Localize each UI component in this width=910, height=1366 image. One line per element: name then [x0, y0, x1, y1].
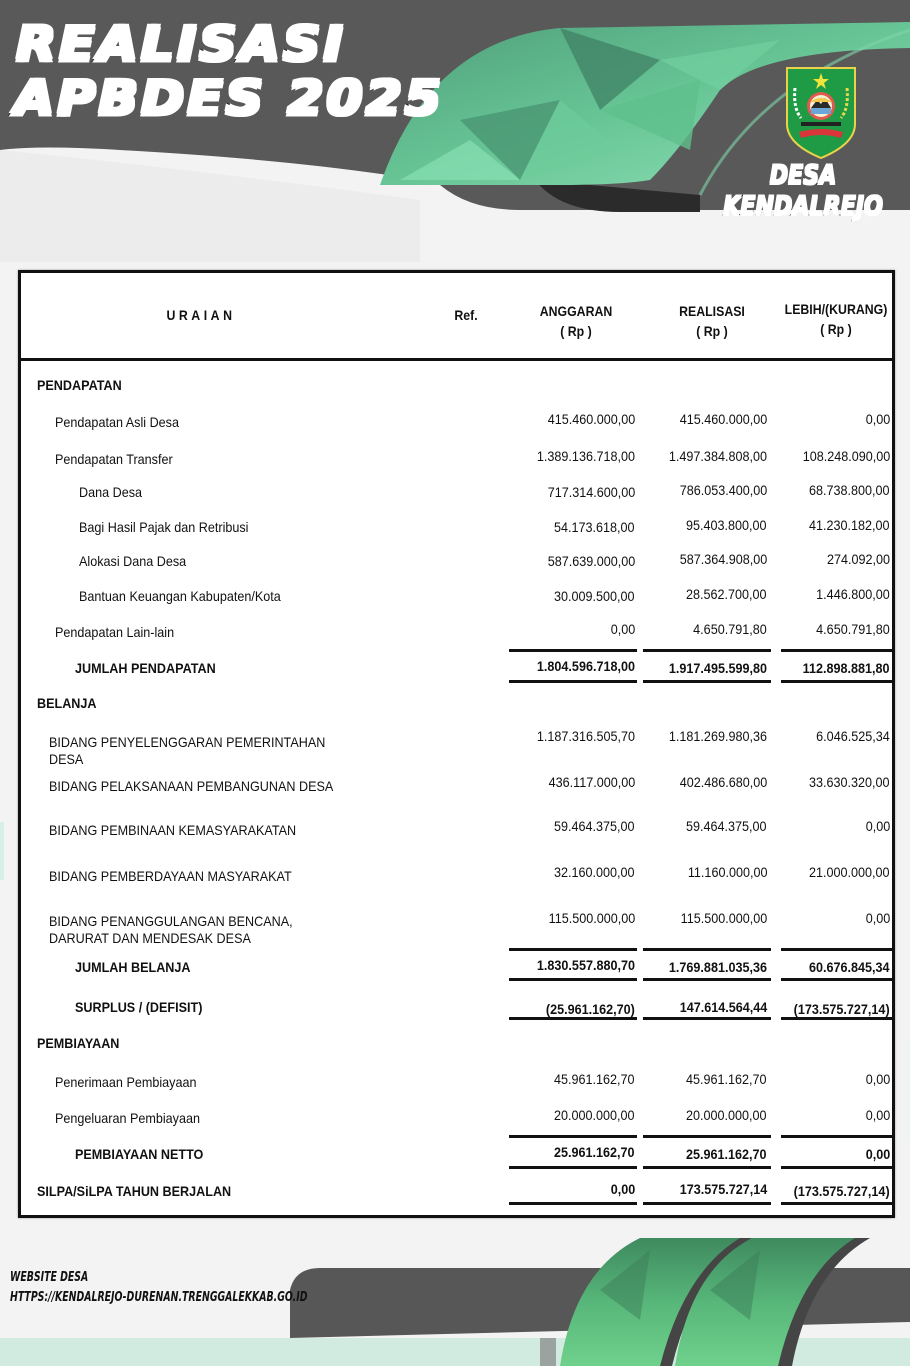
left-edge-accent	[0, 822, 4, 880]
row-label: SILPA/SiLPA TAHUN BERJALAN	[37, 1183, 232, 1199]
realisasi-value: 59.464.375,00	[686, 818, 767, 834]
total-rule	[643, 948, 771, 951]
lebih-value: 0,00	[865, 1146, 890, 1162]
total-rule	[781, 649, 893, 652]
row-label: Pendapatan Transfer	[55, 451, 173, 467]
regency-coat-of-arms-icon	[783, 64, 859, 160]
realisasi-value: 402.486.680,00	[679, 774, 767, 790]
column-header-anggaran	[528, 301, 625, 341]
lebih-value: 0,00	[865, 411, 890, 427]
lebih-value: 0,00	[865, 910, 890, 926]
anggaran-value: 0,00	[610, 621, 635, 637]
total-rule	[781, 680, 893, 683]
lebih-value: 274.092,00	[826, 551, 890, 567]
realisasi-value: 173.575.727,14	[679, 1181, 767, 1197]
anggaran-unit: ( Rp )	[560, 323, 592, 339]
total-rule	[643, 978, 771, 981]
footer-banner	[0, 1230, 910, 1366]
anggaran-value: 59.464.375,00	[554, 818, 635, 834]
lebih-value: 0,00	[865, 818, 890, 834]
lebih-value: 1.446.800,00	[816, 586, 890, 602]
anggaran-value: 30.009.500,00	[554, 588, 635, 604]
row-label: BIDANG PENANGGULANGAN BENCANA, DARURAT DAN MENDESAK DESA	[49, 913, 293, 946]
total-rule	[509, 1166, 637, 1169]
total-rule	[643, 1166, 771, 1169]
row-label: Pengeluaran Pembiayaan	[55, 1110, 201, 1126]
lebih-unit: ( Rp )	[820, 321, 852, 337]
realisasi-value: 786.053.400,00	[679, 482, 767, 498]
column-header-uraian: URAIAN	[166, 307, 236, 323]
row-label: Bantuan Keuangan Kabupaten/Kota	[79, 588, 281, 604]
row-label: Bagi Hasil Pajak dan Retribusi	[79, 519, 249, 535]
row-label: JUMLAH PENDAPATAN	[75, 660, 216, 676]
total-rule	[643, 1017, 771, 1020]
anggaran-value: 1.187.316.505,70	[536, 728, 635, 744]
right-edge-accent	[905, 1040, 910, 1140]
total-rule	[509, 1202, 637, 1205]
row-label: PEMBIAYAAN NETTO	[75, 1146, 204, 1162]
lebih-value: (173.575.727,14)	[794, 1183, 890, 1199]
page-title	[14, 18, 444, 126]
section-title: PEMBIAYAAN	[37, 1035, 120, 1051]
column-header-lebih-kurang	[781, 299, 892, 339]
total-rule	[509, 680, 637, 683]
realisasi-value: 1.769.881.035,36	[668, 959, 767, 975]
realisasi-label: REALISASI	[679, 303, 745, 319]
section-title: BELANJA	[37, 695, 97, 711]
anggaran-value: 32.160.000,00	[554, 864, 635, 880]
anggaran-value: 1.804.596.718,00	[536, 658, 635, 674]
column-header-ref: Ref.	[454, 307, 478, 323]
title-line-1: REALISASI	[16, 17, 346, 73]
header-banner	[0, 0, 910, 262]
anggaran-value: 115.500.000,00	[548, 910, 635, 926]
column-header-realisasi	[664, 301, 761, 341]
row-label: Penerimaan Pembiayaan	[55, 1074, 197, 1090]
row-label: Alokasi Dana Desa	[79, 553, 187, 569]
lebih-value: 21.000.000,00	[809, 864, 890, 880]
realisasi-value: 11.160.000,00	[687, 864, 767, 880]
lebih-value: 33.630.320,00	[809, 774, 890, 790]
total-rule	[781, 948, 893, 951]
total-rule	[781, 978, 893, 981]
title-line-2: APBDES 2025	[14, 71, 444, 127]
realisasi-value: 95.403.800,00	[686, 517, 767, 533]
anggaran-value: (25.961.162,70)	[546, 1001, 635, 1017]
anggaran-value: 54.173.618,00	[554, 519, 635, 535]
anggaran-value: 45.961.162,70	[554, 1071, 635, 1087]
village-name: DESA KENDALREJO	[723, 160, 883, 222]
anggaran-value: 25.961.162,70	[554, 1144, 635, 1160]
lebih-value: 4.650.791,80	[816, 621, 890, 637]
row-label: Pendapatan Lain-lain	[55, 624, 175, 640]
anggaran-value: 1.389.136.718,00	[536, 448, 635, 464]
realisasi-value: 1.917.495.599,80	[668, 660, 767, 676]
realisasi-value: 1.181.269.980,36	[668, 728, 767, 744]
realisasi-value: 20.000.000,00	[686, 1107, 767, 1123]
total-rule	[643, 1135, 771, 1138]
total-rule	[643, 649, 771, 652]
website-info	[10, 1268, 307, 1308]
row-label: Pendapatan Asli Desa	[55, 414, 179, 430]
total-rule	[509, 1017, 637, 1020]
total-rule	[643, 680, 771, 683]
total-rule	[781, 1202, 893, 1205]
anggaran-value: 0,00	[610, 1181, 635, 1197]
lebih-value: 0,00	[865, 1107, 890, 1123]
realisasi-value: 25.961.162,70	[686, 1146, 767, 1162]
total-rule	[781, 1017, 893, 1020]
lebih-value: 68.738.800,00	[809, 482, 890, 498]
realisasi-value: 1.497.384.808,00	[668, 448, 767, 464]
lebih-value: 0,00	[865, 1071, 890, 1087]
total-rule	[509, 948, 637, 951]
realisasi-value: 115.500.000,00	[680, 910, 767, 926]
row-label: BIDANG PEMBERDAYAAN MASYARAKAT	[49, 868, 292, 884]
total-rule	[643, 1202, 771, 1205]
realisasi-value: 415.460.000,00	[679, 411, 767, 427]
table-header	[21, 273, 892, 361]
row-label: BIDANG PEMBINAAN KEMASYARAKATAN	[49, 822, 297, 838]
anggaran-value: 1.830.557.880,70	[536, 957, 635, 973]
anggaran-value: 415.460.000,00	[547, 411, 635, 427]
website-url[interactable]: HTTPS://KENDALREJO-DURENAN.TRENGGALEKKAB.GO.ID	[10, 1290, 308, 1305]
anggaran-label: ANGGARAN	[539, 303, 613, 319]
row-label: SURPLUS / (DEFISIT)	[75, 999, 203, 1015]
realisasi-value: 45.961.162,70	[686, 1071, 767, 1087]
lebih-value: 60.676.845,34	[809, 959, 890, 975]
anggaran-value: 717.314.600,00	[547, 484, 635, 500]
anggaran-value: 436.117.000,00	[548, 774, 635, 790]
budget-realization-table	[18, 270, 895, 1218]
section-title: PENDAPATAN	[37, 377, 122, 393]
total-rule	[781, 1166, 893, 1169]
realisasi-value: 4.650.791,80	[693, 621, 767, 637]
row-label: JUMLAH BELANJA	[75, 959, 191, 975]
realisasi-value: 147.614.564,44	[679, 999, 767, 1015]
lebih-value: 6.046.525,34	[816, 728, 890, 744]
total-rule	[509, 1135, 637, 1138]
row-label: Dana Desa	[79, 484, 143, 500]
realisasi-unit: ( Rp )	[696, 323, 728, 339]
total-rule	[509, 978, 637, 981]
row-label: BIDANG PENYELENGGARAN PEMERINTAHAN DESA	[49, 734, 326, 767]
lebih-label: LEBIH/(KURANG)	[784, 301, 888, 317]
lebih-value: 108.248.090,00	[802, 448, 890, 464]
realisasi-value: 28.562.700,00	[686, 586, 767, 602]
anggaran-value: 20.000.000,00	[554, 1107, 635, 1123]
realisasi-value: 587.364.908,00	[679, 551, 767, 567]
row-label: BIDANG PELAKSANAAN PEMBANGUNAN DESA	[49, 778, 334, 794]
total-rule	[509, 649, 637, 652]
website-label: WEBSITE DESA	[10, 1270, 89, 1285]
total-rule	[781, 1135, 893, 1138]
anggaran-value: 587.639.000,00	[547, 553, 635, 569]
lebih-value: 41.230.182,00	[809, 517, 890, 533]
lebih-value: (173.575.727,14)	[794, 1001, 890, 1017]
lebih-value: 112.898.881,80	[803, 660, 890, 676]
